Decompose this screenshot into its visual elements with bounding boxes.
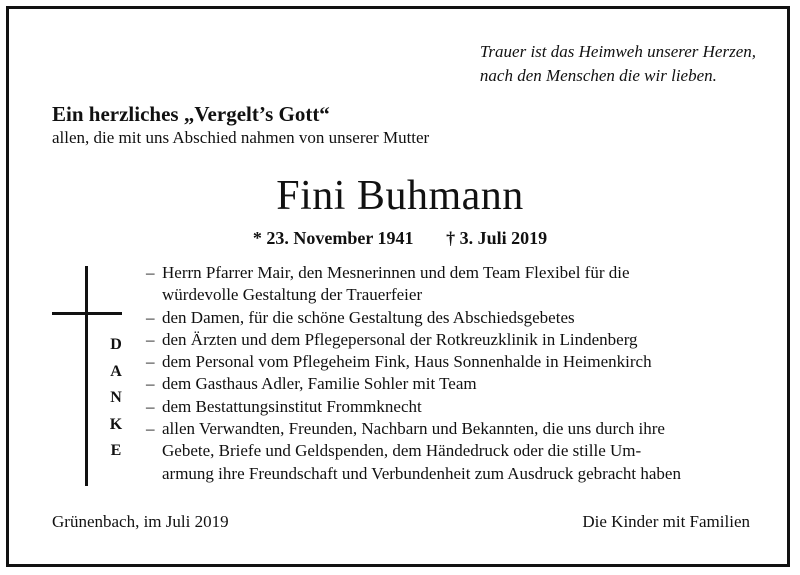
- list-item: [146, 373, 766, 395]
- dash-bullet: –: [146, 307, 155, 327]
- list-item-line: allen Verwandten, Freunden, Nachbarn und Bekannten, die uns durch ihre: [162, 419, 665, 439]
- dash-bullet: –: [146, 352, 155, 372]
- birth-date: * 23. November 1941: [252, 228, 414, 248]
- list-item-line: würdevolle Gestaltung der Trauerfeier: [162, 285, 423, 305]
- deceased-name: Fini Buhmann: [276, 173, 524, 219]
- dash-bullet: –: [146, 329, 155, 349]
- thanks-list: [146, 262, 766, 485]
- memorial-quote: [480, 40, 756, 88]
- dash-bullet: –: [146, 374, 155, 394]
- list-item: [146, 418, 766, 485]
- place-and-date: Grünenbach, im Juli 2019: [52, 512, 229, 531]
- danke-letter: A: [110, 362, 122, 380]
- danke-letter: E: [110, 442, 122, 459]
- list-item: [146, 329, 766, 351]
- life-dates: [0, 228, 800, 249]
- danke-letter: N: [110, 389, 122, 406]
- quote-line-1: Trauer ist das Heimweh unserer Herzen,: [479, 42, 756, 61]
- list-item-line: den Ärzten und dem Pflegepersonal der Rotkreuzklinik in Lindenberg: [162, 329, 638, 349]
- dash-bullet: –: [146, 263, 155, 282]
- danke-letter: K: [109, 415, 123, 433]
- list-item-line: armung ihre Freundschaft und Verbundenheit zum Ausdruck gebracht haben: [162, 463, 681, 483]
- signature-family: Die Kinder mit Familien: [582, 512, 750, 531]
- danke-vertical-text: [104, 332, 128, 465]
- thanks-subheading: allen, die mit uns Abschied nahmen von unserer Mutter: [52, 128, 430, 147]
- dash-bullet: –: [146, 396, 155, 416]
- dash-bullet: –: [146, 419, 155, 439]
- cross-horizontal-icon: [52, 312, 122, 315]
- death-date: † 3. Juli 2019: [446, 228, 548, 248]
- list-item-line: dem Gasthaus Adler, Familie Sohler mit Team: [162, 374, 477, 394]
- list-item: [146, 351, 766, 373]
- danke-letter: D: [110, 336, 122, 353]
- list-item-line: Gebete, Briefe und Geldspenden, dem Händedruck oder die stille Um-: [162, 441, 642, 461]
- list-item-line: dem Personal vom Pflegeheim Fink, Haus Sonnenhalde in Heimenkirch: [162, 352, 652, 372]
- list-item: [146, 307, 766, 329]
- list-item-line: Herrn Pfarrer Mair, den Mesnerinnen und dem Team Flexibel für die: [162, 263, 630, 282]
- list-item-line: den Damen, für die schöne Gestaltung des Abschiedsgebetes: [162, 307, 575, 327]
- thanks-heading: Ein herzliches „Vergelt’s Gott“: [52, 102, 330, 126]
- list-item: [146, 396, 766, 418]
- quote-line-2: nach den Menschen die wir lieben.: [479, 66, 717, 85]
- list-item: [146, 262, 766, 307]
- list-item-line: dem Bestattungsinstitut Frommknecht: [162, 396, 422, 416]
- cross-vertical-icon: [85, 266, 88, 486]
